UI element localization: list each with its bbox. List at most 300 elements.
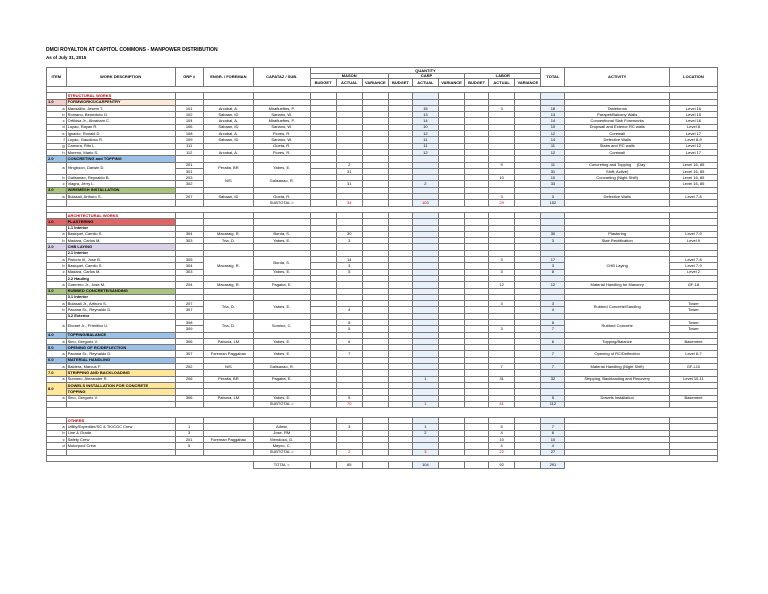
worker-name: Luyao, Rayan R.	[66, 124, 175, 130]
activity: Concreting (Night Shift)	[565, 175, 670, 181]
subtotal-labor: 22	[489, 449, 515, 455]
col-item: ITEM	[47, 68, 67, 87]
subtotal-mason: 2	[336, 449, 362, 455]
worker-name: Mansalbo, Jesem T.	[66, 105, 175, 111]
location: GF-18	[669, 282, 717, 288]
row-total: 3	[541, 238, 565, 244]
activity: CHB Laying	[565, 257, 670, 276]
worker-name: Ebonet Jr., Primitivo U.	[66, 319, 175, 332]
col-engr: ENGR. / FOREMAN	[203, 68, 253, 87]
labor-actual: 9	[489, 162, 515, 168]
mason-actual: 7	[336, 351, 362, 357]
row-letter: c	[47, 118, 67, 124]
row-letter: d	[47, 124, 67, 130]
col-labor: LABOR	[465, 74, 541, 79]
mason-actual: 31	[336, 168, 362, 174]
mason-actual: 5	[336, 269, 362, 275]
worker-name: Romano, Benedicto G.	[66, 112, 175, 118]
activity: Stairs and RC walls	[565, 143, 670, 149]
row-total: 14	[541, 118, 565, 124]
capataz-name: Yabes, E.	[253, 395, 310, 401]
category-number: 7.0	[47, 370, 67, 376]
engr-name: Tria, D.	[203, 319, 253, 332]
grp-no: 1	[175, 424, 203, 430]
activity: Topping/Balance	[565, 338, 670, 344]
engr-name: Foreman Paggabao	[203, 437, 253, 443]
engr-name: Macaraig, R.	[203, 282, 253, 288]
location: Level 17	[669, 131, 717, 137]
col-variance: VARIANCE	[362, 79, 388, 87]
labor-actual: 10	[489, 437, 515, 443]
capataz-name: Yabes, E.	[253, 162, 310, 175]
capataz-name: Admin	[253, 424, 310, 430]
row-letter: a	[47, 282, 67, 288]
category-number: 3.0	[47, 288, 67, 294]
grp-no: 101	[175, 105, 203, 111]
activity: Stair Rectification	[565, 238, 670, 244]
worker-name: Madara, Carlos M.	[66, 238, 175, 244]
category-number: 1.0	[47, 219, 67, 225]
row-total: 10	[541, 437, 565, 443]
grp-no: 206	[175, 376, 203, 382]
worker-name: Orfilosa Jr., Abraham C.	[66, 118, 175, 124]
grp-no: 302	[175, 181, 203, 187]
row-total: 7	[541, 364, 565, 370]
grp-no: 304	[175, 231, 203, 237]
location: Level 15	[669, 112, 717, 118]
category-number: 2.0	[47, 244, 67, 250]
location: GF-L10	[669, 364, 717, 370]
category-label: PLASTERING	[66, 219, 175, 225]
engr-name: Arcobal, A.	[203, 118, 253, 124]
row-total: 30	[541, 231, 565, 237]
capataz-name: Flores, R.	[253, 149, 310, 155]
location: Basement	[669, 395, 717, 401]
labor-actual: 3	[489, 105, 515, 111]
row-letter: b	[47, 175, 67, 181]
worker-name: Basiquel, Camilo S.	[66, 231, 175, 237]
location: Level 10-11	[669, 376, 717, 382]
location: Level 16, 85	[669, 181, 717, 187]
row-total: 8	[541, 319, 565, 325]
activity: Material Handling (Night Shift)	[565, 364, 670, 370]
location: Level 7-9	[669, 231, 717, 237]
carp-actual: 1	[412, 424, 438, 430]
activity: Dowels Installation	[565, 395, 670, 401]
capataz-name: Mayco, C.	[253, 443, 310, 449]
worker-name: Madara, Carlos M.	[66, 269, 175, 275]
carp-actual: 13	[412, 112, 438, 118]
category-number: 8.0	[47, 382, 67, 395]
mason-actual: 6	[336, 338, 362, 344]
row-total: 10	[541, 175, 565, 181]
row-letter: f	[47, 137, 67, 143]
activity: Rubbed Concrete	[565, 319, 670, 332]
subcategory-label: 2.2 Hauling	[66, 275, 175, 281]
location: Level 16, 85	[669, 168, 717, 174]
carp-actual: 11	[412, 137, 438, 143]
capataz-name: Sariano, W.	[253, 112, 310, 118]
capataz-name: Miraflueftes, P.	[253, 118, 310, 124]
location: Level 7-9	[669, 263, 717, 269]
row-letter: b	[47, 307, 67, 313]
row-total: 4	[541, 307, 565, 313]
worker-name: Sino, Gregorio V.	[66, 395, 175, 401]
activity: Material Handling for Masonry	[565, 282, 670, 288]
mason-actual: 3	[336, 238, 362, 244]
worker-name: Line & Grade	[66, 430, 175, 436]
worker-name: Pacana Sr., Reynaldo D.	[66, 351, 175, 357]
carp-actual: 10	[412, 124, 438, 130]
row-letter: a	[47, 301, 67, 307]
subcategory-label: 3.1 Interior	[66, 294, 175, 300]
activity-text: Concreting and Topping	[589, 162, 632, 168]
capataz-name: Pagaba, E.	[253, 376, 310, 382]
worker-name: Moreno, Mario S.	[66, 149, 175, 155]
total-labor: 92	[489, 462, 515, 468]
mason-actual: 14	[336, 257, 362, 263]
capataz-name: Mendoza, G.	[253, 437, 310, 443]
subcategory-label: 3.2 Exterior	[66, 313, 175, 319]
worker-name: Pistorio III, Jose B.	[66, 257, 175, 263]
mason-actual: 2	[336, 162, 362, 168]
category-label: MATERIAL HANDLING	[66, 357, 175, 363]
col-mason: MASON	[310, 74, 388, 79]
grp-no: 112	[175, 149, 203, 155]
subtotal-label: SUBTOTAL =	[253, 401, 310, 407]
grp-no: 203	[175, 175, 203, 181]
mason-actual: 5	[336, 395, 362, 401]
grp-no: 109	[175, 137, 203, 143]
location: Level 16, 85	[669, 175, 717, 181]
carp-actual: 2	[412, 430, 438, 436]
row-letter: a	[47, 364, 67, 370]
location: Basement	[669, 338, 717, 344]
row-letter: c	[47, 437, 67, 443]
category-number: 6.0	[47, 357, 67, 363]
worker-name: Baldera, Marcus F.	[66, 364, 175, 370]
location: Level 8	[669, 124, 717, 130]
carp-actual: 2	[412, 181, 438, 187]
engr-name: Peralta, BR	[203, 376, 253, 382]
subtotal-total: 152	[541, 200, 565, 206]
row-total: 18	[541, 105, 565, 111]
location: Level 16	[669, 105, 717, 111]
row-letter: g	[47, 143, 67, 149]
location: Level 17	[669, 149, 717, 155]
subtotal-total: 112	[541, 401, 565, 407]
category-label: TOPPING/BALANCE	[66, 332, 175, 338]
category-number: 3.0	[47, 187, 67, 193]
carp-actual: 12	[412, 131, 438, 137]
row-total: 7	[541, 326, 565, 332]
subtotal-carp: 1	[412, 401, 438, 407]
mason-actual: 31	[336, 181, 362, 187]
engr-name: Arcobal, A.	[203, 131, 253, 137]
engr-name: Foreman Paggabao	[203, 351, 253, 357]
row-total: 17	[541, 257, 565, 263]
capataz-name: Galisanao, R.	[253, 364, 310, 370]
engr-name: Peralta, BR	[203, 162, 253, 175]
mason-actual: 30	[336, 231, 362, 237]
location: Level 6-7	[669, 351, 717, 357]
category-number: 5.0	[47, 345, 67, 351]
row-total: 6	[541, 430, 565, 436]
subtotal-carp: 103	[412, 200, 438, 206]
activity: Rubbed Concrete/Sanding	[565, 301, 670, 314]
row-total: 13	[541, 112, 565, 118]
grp-no: 102	[175, 112, 203, 118]
category-label: STRIPPING AND BACKLOADING	[66, 370, 175, 376]
document-title: DMCI ROYALTON AT CAPITOL COMMONS - MANPOWER DISTRIBUTION	[46, 47, 218, 53]
labor-actual: 3	[489, 194, 515, 200]
grp-no: 202	[175, 364, 203, 370]
col-variance: VARIANCE	[515, 79, 541, 87]
location: Level 2	[669, 269, 717, 275]
total-carp: 104	[412, 462, 438, 468]
grp-no: 305	[175, 257, 203, 263]
worker-name: Safety Crew	[66, 437, 175, 443]
subcategory-label: 1.1 Interior	[66, 225, 175, 231]
col-capataz: CAPATAZ / SUB.	[253, 68, 310, 87]
worker-name: Viagra, Jerry L.	[66, 181, 175, 187]
worker-name: Camora, Rito L.	[66, 143, 175, 149]
row-total: 7	[541, 351, 565, 357]
row-letter: b	[47, 263, 67, 269]
col-budget: BUDGET	[465, 79, 489, 87]
col-budget: BUDGET	[310, 79, 336, 87]
row-letter: e	[47, 131, 67, 137]
row-total: 32	[541, 376, 565, 382]
capataz-name: Borda, S.	[253, 231, 310, 237]
capataz-name: Flores, R.	[253, 131, 310, 137]
location: Level 16	[669, 118, 717, 124]
row-total: 11	[541, 143, 565, 149]
col-location: LOCATION	[669, 68, 717, 87]
others-heading: OTHERS	[66, 418, 175, 424]
grp-no: 207	[175, 301, 203, 307]
total-mason: 85	[336, 462, 362, 468]
engr-name: Pabuna, LM	[203, 338, 253, 344]
category-label: RUBBED CONCRETE/SANDING	[66, 288, 175, 294]
manpower-table	[46, 67, 718, 469]
activity: Dropwall and Exterior RC walls	[565, 124, 670, 130]
location: Tower	[669, 326, 717, 332]
activity: Tableforms	[565, 105, 670, 111]
activity: Parapet/Balcony Walls	[565, 112, 670, 118]
grand-total-row	[47, 462, 718, 468]
worker-name: Sumono, Alexander R.	[66, 376, 175, 382]
col-grp: GRP #	[175, 68, 203, 87]
row-letter: h	[47, 149, 67, 155]
row-letter: c	[47, 269, 67, 275]
grp-no: 308	[175, 319, 203, 325]
location: Tower	[669, 307, 717, 313]
category-label: FORMWORKS/CARPENTRY	[66, 99, 175, 105]
engr-name: Sabaan, ID	[203, 137, 253, 143]
row-letter: a	[47, 338, 67, 344]
row-letter: d	[47, 443, 67, 449]
structural-heading: STRUCTURAL WORKS	[66, 93, 175, 99]
row-letter: a	[47, 319, 67, 332]
architectural-heading: ARCHITECTURAL WORKS	[66, 212, 175, 218]
labor-actual: 3	[489, 257, 515, 263]
row-total: 7	[541, 424, 565, 430]
row-total: 3	[541, 301, 565, 307]
engr-name: Macaraig, R.	[203, 257, 253, 276]
engr-name: Pabuna, LM	[203, 395, 253, 401]
row-total: 31	[541, 168, 565, 174]
location: Level 8-9	[669, 137, 717, 143]
row-letter: b	[47, 112, 67, 118]
activity: Corewall	[565, 149, 670, 155]
subtotal-mason: 34	[336, 200, 362, 206]
labor-actual: 7	[489, 364, 515, 370]
col-actual: ACTUAL	[412, 79, 438, 87]
activity: Opening of RC/Deflection	[565, 351, 670, 357]
subcategory-label: 2.1 Interior	[66, 250, 175, 256]
worker-name: Sino, Gregorio V.	[66, 338, 175, 344]
labor-actual: 3	[489, 326, 515, 332]
carp-actual: 1	[412, 376, 438, 382]
engr-name: N/S	[203, 364, 253, 370]
col-activity: ACTIVITY	[565, 68, 670, 87]
grp-no: 108	[175, 131, 203, 137]
labor-actual: 5	[489, 424, 515, 430]
capataz-name: Yabes, E.	[253, 338, 310, 344]
row-letter: a	[47, 376, 67, 382]
grp-no: 307	[175, 351, 203, 357]
category-label: TOPPING	[66, 389, 175, 395]
carp-actual: 15	[412, 105, 438, 111]
category-number: 2.0	[47, 156, 67, 162]
grp-no: 201	[175, 162, 203, 168]
labor-actual: 10	[489, 175, 515, 181]
mason-actual: 3	[336, 263, 362, 269]
activity: Shift; Active)	[565, 168, 670, 174]
category-label: CONCRETING and TOPPING	[66, 156, 175, 162]
worker-name: Galisanao, Reynaldo B.	[66, 175, 175, 181]
row-letter: b	[47, 430, 67, 436]
category-label: OPENING OF RC/DEFLECTION	[66, 345, 175, 351]
activity: Stripping, Backloading and Recovery	[565, 376, 670, 382]
capataz-name: Pagaba, E.	[253, 282, 310, 288]
worker-name: Hingboon, Darwin D.	[66, 162, 175, 175]
worker-name: Bulasali Jr., Arthuro S.	[66, 301, 175, 307]
col-total: TOTAL	[541, 68, 565, 87]
grp-no: 201	[175, 437, 203, 443]
engr-name: Sabaan, ID	[203, 124, 253, 130]
location: Tower	[669, 319, 717, 325]
total-total: 291	[541, 462, 565, 468]
category-number: 4.0	[47, 332, 67, 338]
mason-actual: 8	[336, 319, 362, 325]
capataz-name: Sariano, W.	[253, 124, 310, 130]
grp-no: 104	[175, 118, 203, 124]
grp-no: 301	[175, 168, 203, 174]
row-total: 14	[541, 137, 565, 143]
row-letter: c	[47, 181, 67, 187]
worker-name: Pacana Sr., Reynaldo D.	[66, 307, 175, 313]
row-letter: a	[47, 395, 67, 401]
row-letter: b	[47, 238, 67, 244]
capataz-name: Somino, C.	[253, 319, 310, 332]
engr-name: Tria, D.	[203, 238, 253, 244]
grp-no: 309	[175, 326, 203, 332]
grp-no: 306	[175, 395, 203, 401]
mason-actual: 5	[336, 326, 362, 332]
row-total: 6	[541, 338, 565, 344]
capataz-name: Gueta, R.	[253, 194, 310, 200]
labor-actual: 4	[489, 430, 515, 436]
row-total: 12	[541, 131, 565, 137]
labor-actual: 3	[489, 301, 515, 307]
engr-name: N/S	[203, 175, 253, 188]
subtotal-labor: 41	[489, 401, 515, 407]
col-quantity: QUANTITY	[310, 68, 541, 74]
capataz-name: Jose, RM	[253, 430, 310, 436]
mason-actual: 4	[336, 307, 362, 313]
row-total: 4	[541, 443, 565, 449]
grp-no: 111	[175, 143, 203, 149]
subtotal-labor: 29	[489, 200, 515, 206]
row-letter: a	[47, 162, 67, 175]
grp-no: 106	[175, 124, 203, 130]
col-work: WORK DESCRIPTION	[66, 68, 175, 87]
row-total: 12	[541, 282, 565, 288]
col-carp: CARP	[388, 74, 464, 79]
location: Level 7-8	[669, 194, 717, 200]
subtotal-mason: 70	[336, 401, 362, 407]
labor-actual: 4	[489, 443, 515, 449]
capataz-name: Borda, S.	[253, 257, 310, 270]
capataz-name: Yabes, E.	[253, 269, 310, 275]
col-variance: VARIANCE	[438, 79, 464, 87]
worker-name: Ignacio, Ronald D.	[66, 131, 175, 137]
worker-name: Bulasali, Arthuro S.	[66, 194, 175, 200]
capataz-name: Miraflueftes, P.	[253, 105, 310, 111]
capataz-name: Yabes, E.	[253, 238, 310, 244]
category-number: 1.0	[47, 99, 67, 105]
activity-text-right: (Day	[636, 162, 646, 168]
worker-name: Motorpool Crew	[66, 443, 175, 449]
worker-name: Utility/Expediter/SC & TK/CGC Crew	[66, 424, 175, 430]
engr-name: Arcobal, A.	[203, 105, 253, 111]
category-label: CHB LAYING	[66, 244, 175, 250]
row-total: 12	[541, 149, 565, 155]
grp-no: 303	[175, 238, 203, 244]
row-total: 33	[541, 181, 565, 187]
activity: Defective Walls	[565, 194, 670, 200]
document-date: As of July 31, 2015	[46, 55, 87, 60]
category-label: DOWELS INSTALLATION FOR CONCRETE	[66, 382, 175, 388]
engr-name: Tria, D.	[203, 301, 253, 314]
col-budget: BUDGET	[388, 79, 412, 87]
grp-no: 5	[175, 443, 203, 449]
col-actual: ACTUAL	[336, 79, 362, 87]
location: Tower	[669, 301, 717, 307]
grp-no: 306	[175, 338, 203, 344]
row-total: 5	[541, 395, 565, 401]
subtotal-total: 27	[541, 449, 565, 455]
activity: Corewall	[565, 131, 670, 137]
worker-name: Luyao, Gaudioso R.	[66, 137, 175, 143]
mason-actual: 3	[336, 424, 362, 430]
grp-no: 3	[175, 430, 203, 436]
grp-no: 207	[175, 194, 203, 200]
location: Level 7-8	[669, 257, 717, 263]
engr-name: Arcobal, A.	[203, 149, 253, 155]
